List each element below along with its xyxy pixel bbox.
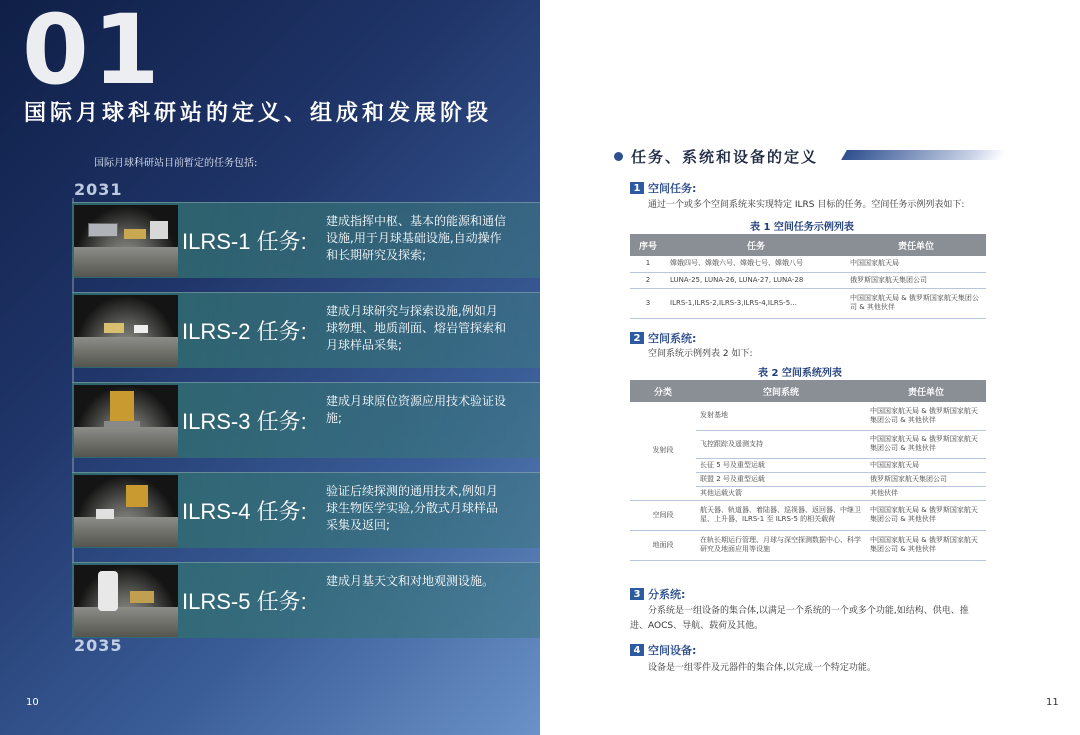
table-2-caption: 表 2 空间系统列表 xyxy=(758,368,842,379)
table-cell: 中国国家航天局 & 俄罗斯国家航天集团公司 & 其他伙伴 xyxy=(866,402,986,430)
table-cell: 航天器、轨道器、着陆器、巡视器、返回器、中继卫星、上升器、ILRS-1 至 ILRS-5 的相关载荷 xyxy=(696,500,866,530)
mission-desc: 建成月球研究与探索设施,例如月球物理、地质剖面、熔岩管探索和月球样品采集; xyxy=(326,304,507,352)
table-cell: 飞控跟踪及遥测支持 xyxy=(696,430,866,458)
table-cell: 俄罗斯国家航天集团公司 xyxy=(846,272,986,288)
table-row xyxy=(630,256,986,272)
mission-name: ILRS-4 任务: xyxy=(182,499,307,524)
subsection-title: 空间系统: xyxy=(648,332,697,345)
mission-card-ilrs-4 xyxy=(72,472,540,548)
table-header: 空间系统 xyxy=(696,380,866,402)
table-1 xyxy=(630,234,986,319)
table-1-caption: 表 1 空间任务示例列表 xyxy=(750,222,854,233)
subsection-4-heading xyxy=(630,642,696,658)
table-row xyxy=(630,500,986,530)
table-2 xyxy=(630,380,986,561)
table-cell: 长征 5 号及重型运载 xyxy=(696,458,866,472)
category-cell: 地面段 xyxy=(630,530,696,560)
subsection-3-text: 分系统是一组设备的集合体,以满足一个系统的一个或多个功能,如结构、供电、推进、AOCS、导航、载荷及其他。 xyxy=(630,606,969,631)
mission-card-ilrs-5 xyxy=(72,562,540,638)
right-page xyxy=(540,0,1080,735)
table-cell: 中国国家航天局 xyxy=(866,458,986,472)
subsection-title: 分系统: xyxy=(648,588,686,601)
mission-name: ILRS-2 任务: xyxy=(182,319,307,344)
table-row xyxy=(630,272,986,288)
subsection-4-text: 设备是一组零件及元器件的集合体,以完成一个特定功能。 xyxy=(648,663,876,673)
table-row xyxy=(630,402,986,430)
table-header: 分类 xyxy=(630,380,696,402)
bullet-icon xyxy=(614,152,623,161)
subsection-number: 1 xyxy=(630,182,644,194)
mission-image-ilrs-3 xyxy=(74,385,178,457)
table-cell: 2 xyxy=(630,272,666,288)
subsection-2-text: 空间系统示例列表 2 如下: xyxy=(648,349,753,359)
section-decor-bar xyxy=(841,150,1007,160)
mission-desc: 建成指挥中枢、基本的能源和通信设施,用于月球基础设施,自动操作和长期研究及探索; xyxy=(326,214,507,262)
table-row xyxy=(630,288,986,318)
table-cell: ILRS-1,ILRS-2,ILRS-3,ILRS-4,ILRS-5... xyxy=(666,288,846,318)
subsection-2-heading xyxy=(630,330,696,346)
mission-desc: 建成月基天文和对地观测设施。 xyxy=(326,574,495,588)
subsection-1-heading xyxy=(630,180,696,196)
table-cell: 其他伙伴 xyxy=(866,486,986,500)
category-cell: 空间段 xyxy=(630,500,696,530)
table-header: 责任单位 xyxy=(846,234,986,256)
table-cell: LUNA-25, LUNA-26, LUNA-27, LUNA-28 xyxy=(666,272,846,288)
category-cell: 发射段 xyxy=(630,402,696,500)
mission-image-ilrs-2 xyxy=(74,295,178,367)
table-cell: 中国国家航天局 xyxy=(846,256,986,272)
intro-text: 国际月球科研站目前暂定的任务包括: xyxy=(94,158,258,169)
mission-image-ilrs-4 xyxy=(74,475,178,547)
subsection-number: 2 xyxy=(630,332,644,344)
mission-card-ilrs-3 xyxy=(72,382,540,458)
table-cell: 其他运载火箭 xyxy=(696,486,866,500)
chapter-title: 国际月球科研站的定义、组成和发展阶段 xyxy=(24,100,493,126)
chapter-number: 01 xyxy=(22,0,164,106)
table-cell: 1 xyxy=(630,256,666,272)
table-cell: 中国国家航天局 & 俄罗斯国家航天集团公司 & 其他伙伴 xyxy=(866,430,986,458)
subsection-title: 空间设备: xyxy=(648,644,697,657)
subsection-number: 4 xyxy=(630,644,644,656)
mission-image-ilrs-1 xyxy=(74,205,178,277)
section-title: 任务、系统和设备的定义 xyxy=(631,148,819,166)
year-start: 2031 xyxy=(74,180,123,199)
table-cell: 发射基地 xyxy=(696,402,866,430)
subsection-3-heading xyxy=(630,586,685,602)
table-cell: 中国国家航天局 & 俄罗斯国家航天集团公司 & 其他伙伴 xyxy=(846,288,986,318)
table-cell: 3 xyxy=(630,288,666,318)
table-cell: 中国国家航天局 & 俄罗斯国家航天集团公司 & 其他伙伴 xyxy=(866,500,986,530)
page-number-left: 10 xyxy=(26,697,39,708)
year-end: 2035 xyxy=(74,636,123,655)
subsection-number: 3 xyxy=(630,588,644,600)
table-cell: 在轨长期运行管理、月球与深空探测数据中心、科学研究及地面应用等设施 xyxy=(696,530,866,560)
subsection-title: 空间任务: xyxy=(648,182,697,195)
mission-name: ILRS-1 任务: xyxy=(182,229,307,254)
table-row xyxy=(630,530,986,560)
table-header: 责任单位 xyxy=(866,380,986,402)
mission-name: ILRS-3 任务: xyxy=(182,409,307,434)
mission-name: ILRS-5 任务: xyxy=(182,589,307,614)
table-cell: 联盟 2 号及重型运载 xyxy=(696,472,866,486)
table-cell: 中国国家航天局 & 俄罗斯国家航天集团公司 & 其他伙伴 xyxy=(866,530,986,560)
page-number-right: 11 xyxy=(1046,697,1059,708)
table-cell: 嫦娥四号、嫦娥六号、嫦娥七号、嫦娥八号 xyxy=(666,256,846,272)
mission-desc: 验证后续探测的通用技术,例如月球生物医学实验,分散式月球样品采集及返回; xyxy=(326,484,498,532)
table-header: 序号 xyxy=(630,234,666,256)
mission-card-ilrs-1 xyxy=(72,202,540,278)
table-cell: 俄罗斯国家航天集团公司 xyxy=(866,472,986,486)
mission-desc: 建成月球原位资源应用技术验证设施; xyxy=(326,394,507,425)
section-heading xyxy=(614,146,818,167)
mission-image-ilrs-5 xyxy=(74,565,178,637)
subsection-1-text: 通过一个或多个空间系统来实现特定 ILRS 目标的任务。空间任务示例列表如下: xyxy=(648,200,965,210)
mission-card-ilrs-2 xyxy=(72,292,540,368)
table-header: 任务 xyxy=(666,234,846,256)
